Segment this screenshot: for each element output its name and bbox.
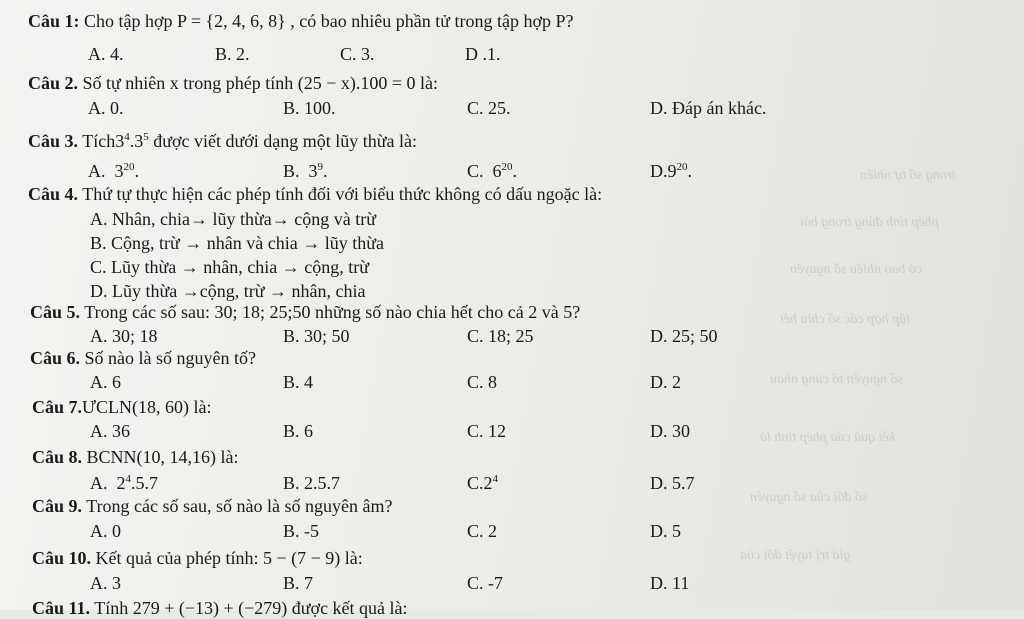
option-a: A. 30; 18 [90,326,158,346]
question-8 [32,446,239,468]
option-d: D. Đáp án khác. [650,98,767,118]
bleed-through-text: trong số tự nhiên [860,168,956,183]
question-text: Trong các số sau: 30; 18; 25;50 những số nào chia hết cho cả 2 và 5? [84,302,581,322]
option-a: A. Nhân, chia→ lũy thừa→ cộng và trừ [90,209,376,229]
question-text: BCNN(10, 14,16) là: [86,447,239,467]
question-text: ƯCLN(18, 60) là: [82,397,212,417]
question-7 [32,396,211,418]
bleed-through-text: giá trị tuyệt đối của [740,548,851,563]
option-d: D. 5.7 [650,473,695,493]
option-c: C. Lũy thừa → nhân, chia → cộng, trừ [90,257,369,277]
question-number: Câu 8. [32,447,83,467]
option-c: C. 3. [340,44,375,64]
bleed-through-text: phép tính đúng trong bài [800,215,939,230]
question-text: Cho tập hợp P = {2, 4, 6, 8} , có bao nhiêu phần tử trong tập hợp P? [84,11,574,31]
question-2 [28,72,438,94]
option-a: A. $2^4.5.7$ [90,473,158,493]
question-text: Thứ tự thực hiện các phép tính đối với biểu thức không có dấu ngoặc là: [82,184,603,204]
option-d: D. 11 [650,573,690,593]
option-b: B. 30; 50 [283,326,350,346]
question-6 [30,347,256,369]
expr-exponent: 5 [143,131,149,143]
option-b: B. 4 [283,372,314,392]
question-number: Câu 6. [30,348,81,368]
option-c: C. 8 [467,372,498,392]
option-c: C. 2 [467,521,498,541]
question-text: Kết quả của phép tính: 5 − (7 − 9) là: [95,548,363,568]
option-b: B. $3^9$. [283,161,328,181]
bleed-through-text: số nguyên tố cùng nhau [770,372,903,387]
question-1 [28,10,574,32]
question-text: Tính 279 + (−13) + (−279) được kết quả là: [94,598,408,618]
option-c: $C.2^4$ [467,473,499,493]
question-5 [30,301,580,323]
question-number: Câu 10. [32,548,92,568]
bleed-through-text: số đối của số nguyên [750,490,868,505]
question-10 [32,547,363,569]
question-number: Câu 9. [32,496,83,516]
option-d: D. 25; 50 [650,326,718,346]
option-a: A. 3 [90,573,121,593]
option-a: A. 0. [88,98,124,118]
question-9 [32,495,392,517]
question-text: Trong các số sau, số nào là số nguyên âm? [86,496,393,516]
question-11 [32,597,408,619]
option-a: A. $3^{20}$. [88,161,139,181]
option-b: B. 100. [283,98,336,118]
option-a: A. 4. [88,44,124,64]
question-text: Số tự nhiên x trong phép tính (25 − x).100 = 0 là: [82,73,439,93]
option-d: $D.9^{20}$. [650,161,692,181]
option-b: B. 2. [215,44,250,64]
option-d: D. Lũy thừa →cộng, trừ → nhân, chia [90,281,366,301]
option-d: D. 5 [650,521,681,541]
option-c: C. 18; 25 [467,326,534,346]
question-text: được viết dưới dạng một lũy thừa là: [153,131,417,151]
bleed-through-text: kết quả của phép tính là [760,430,895,445]
option-b: B. 6 [283,421,314,441]
option-d: D. 30 [650,421,690,441]
question-text: Số nào là số nguyên tố? [84,348,256,368]
option-b: B. 7 [283,573,314,593]
expr-base: 3 [115,131,125,151]
question-number: Câu 3. [28,131,79,151]
question-3: Câu 3. $Tích3^4.3^5$ được viết dưới dạng một lũy thừa là: [28,131,417,151]
question-number: Câu 7. [32,397,83,417]
option-c: C. 12 [467,421,507,441]
question-number: Câu 5. [30,302,81,322]
expr-base: 3 [134,131,144,151]
option-b: B. Cộng, trừ → nhân và chia → lũy thừa [90,233,384,253]
option-d: D. 2 [650,372,681,392]
option-c: C. 25. [467,98,511,118]
question-number: Câu 11. [32,598,91,618]
option-a: A. 6 [90,372,121,392]
option-a: A. 0 [90,521,121,541]
question-number: Câu 4. [28,184,79,204]
question-4 [28,183,602,205]
bleed-through-text: tập hợp các số chia hết [780,312,910,327]
option-b: B. -5 [283,521,319,541]
question-number: Câu 2. [28,73,79,93]
question-text: Tích [82,131,116,151]
expr-exponent: 4 [124,131,130,143]
option-c: C. -7 [467,573,503,593]
option-a: A. 36 [90,421,130,441]
question-number: Câu 1: [28,11,80,31]
option-d: D .1. [465,44,501,64]
bleed-through-text: có bao nhiêu số nguyên [790,262,923,277]
option-b: B. 2.5.7 [283,473,341,493]
option-c: C. $6^{20}$. [467,161,518,181]
